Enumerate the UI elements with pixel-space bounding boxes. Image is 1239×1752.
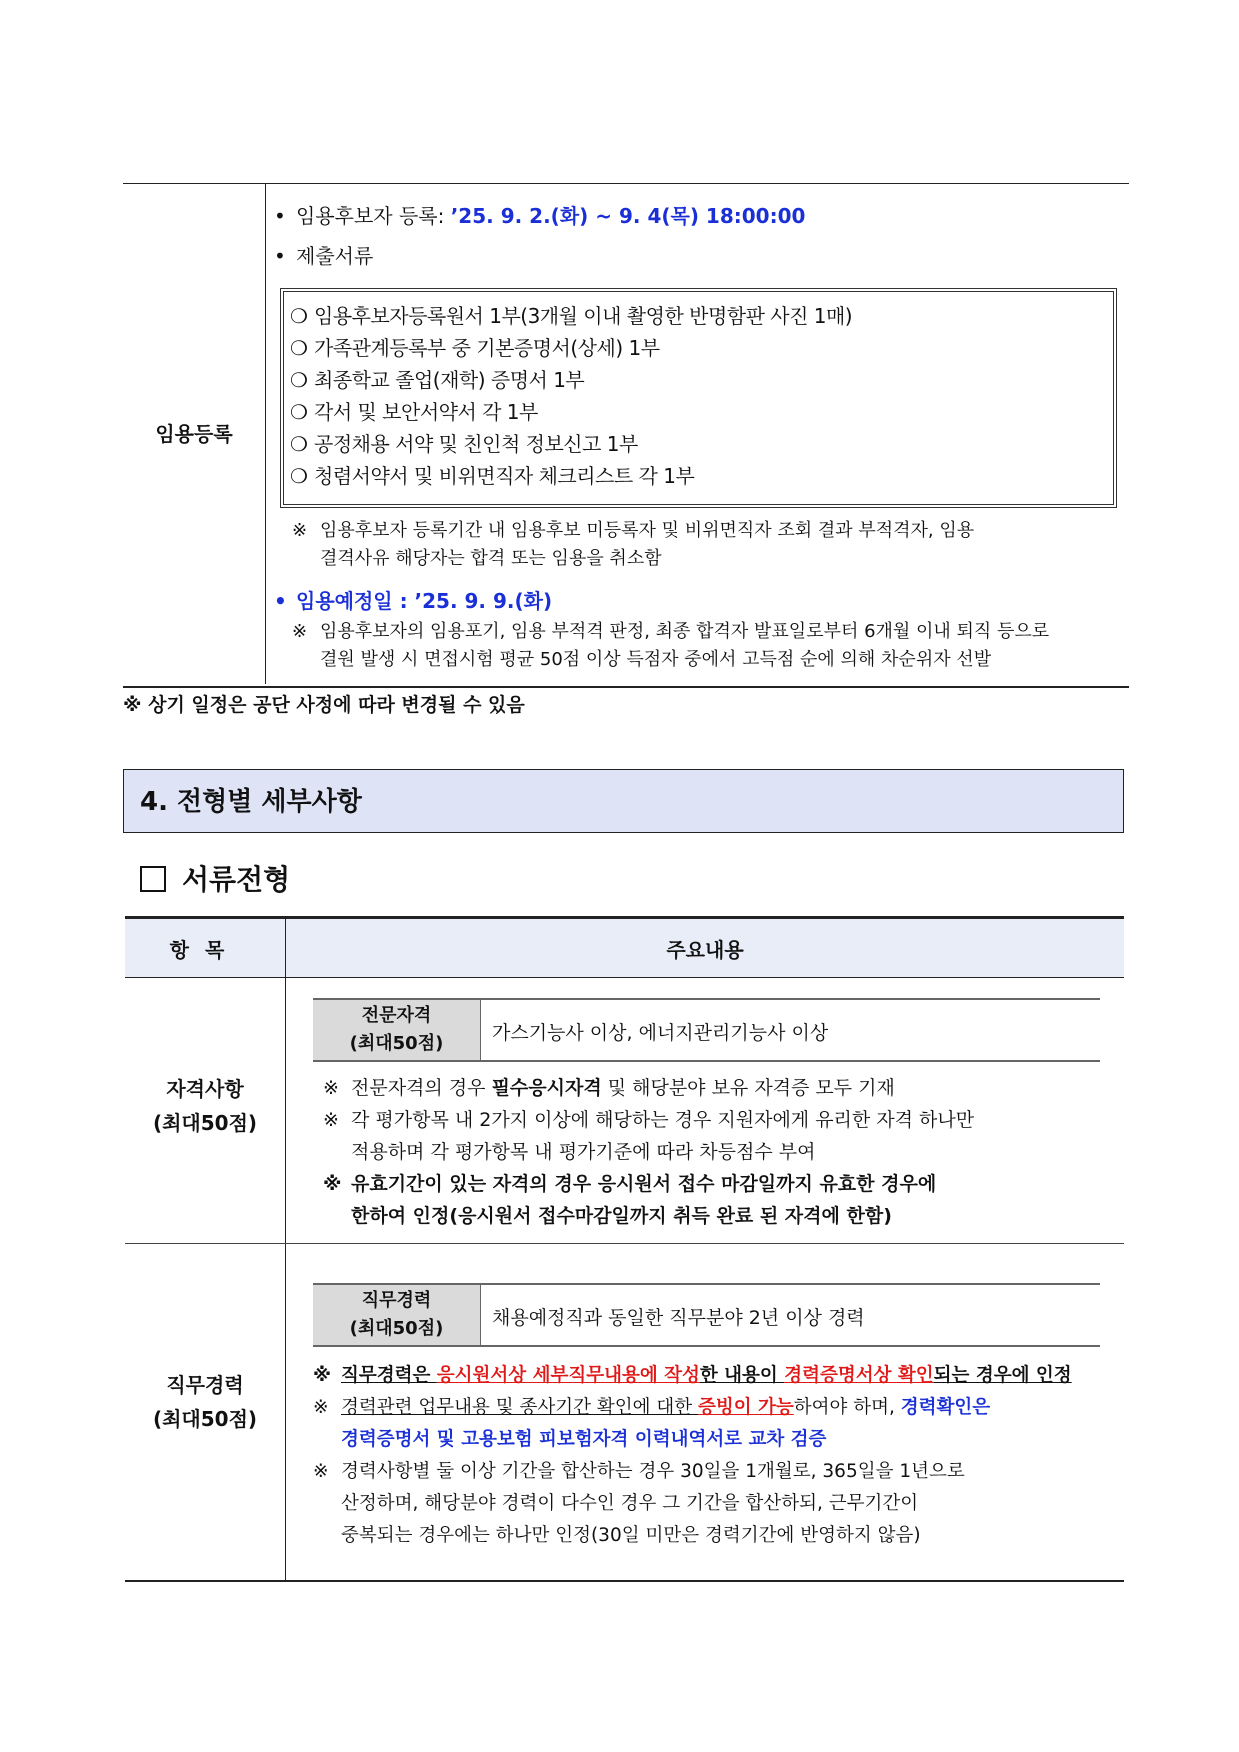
document-item: ❍ 공정채용 서약 및 친인척 정보신고 1부 xyxy=(290,432,638,456)
document-item: ❍ 청렴서약서 및 비위면직자 체크리스트 각 1부 xyxy=(290,464,695,488)
circle-bullet-icon: ❍ xyxy=(290,432,308,456)
table-bottom-border xyxy=(125,1580,1124,1582)
qualification-criteria-label: 전문자격 (최대50점) xyxy=(349,1005,444,1054)
note-mark-icon: ※ xyxy=(323,1077,339,1099)
row-divider xyxy=(125,1243,1124,1244)
table-divider xyxy=(265,184,266,684)
registration-label: 임용등록 xyxy=(155,422,233,446)
subsection-title: 서류전형 xyxy=(182,863,291,896)
bullet-icon: • xyxy=(274,244,286,268)
note-mark-icon: ※ xyxy=(313,1365,331,1386)
bullet-icon: • xyxy=(274,589,287,613)
note-mark-icon: ※ xyxy=(313,1397,329,1418)
bullet-icon: • xyxy=(274,204,286,228)
note-mark-icon: ※ xyxy=(292,520,308,541)
qualification-notes: ※ 전문자격의 경우 필수응시자격 및 해당분야 보유 자격증 모두 기재 ※ 각 평가항목 내 2가지 이상에 해당하는 경우 지원자에게 유리한 자격 하나만 적용하며 각 평가항목 내 평가기준에 따라 차등점수 부여 ※ 유효기간이 있는 자격의 경우 응시원서 접수 마감일까지 유효한 경우에 한하여 인정(응시원서 접수마감일까지 취득 완료 된 자격에 한함) xyxy=(323,1072,974,1232)
note-mark-icon: ※ xyxy=(323,1109,339,1131)
appointment-date: • 임용예정일 : ’25. 9. 9.(화) xyxy=(274,589,553,613)
schedule-note: ※ 상기 일정은 공단 사정에 따라 변경될 수 있음 xyxy=(123,694,525,716)
experience-criteria-label: 직무경력 (최대50점) xyxy=(349,1290,444,1339)
document-item: ❍ 임용후보자등록원서 1부(3개월 이내 촬영한 반명함판 사진 1매) xyxy=(290,304,853,328)
experience-criteria-value: 채용예정직과 동일한 직무분야 2년 이상 경력 xyxy=(492,1307,865,1329)
column-header-item: 항목 xyxy=(169,938,241,962)
circle-bullet-icon: ❍ xyxy=(290,336,308,360)
circle-bullet-icon: ❍ xyxy=(290,464,308,488)
qualification-criteria-value: 가스기능사 이상, 에너지관리기능사 이상 xyxy=(492,1022,829,1044)
note-mark-icon: ※ xyxy=(323,1173,342,1195)
document-item: ❍ 최종학교 졸업(재학) 증명서 1부 xyxy=(290,368,585,392)
note-mark-icon: ※ xyxy=(313,1461,329,1482)
document-item: ❍ 가족관계등록부 중 기본증명서(상세) 1부 xyxy=(290,336,660,360)
note-mark-icon: ※ xyxy=(292,621,308,642)
experience-notes: ※ 직무경력은 응시원서상 세부직무내용에 작성한 내용이 경력증명서상 확인되는 경우에 인정 ※ 경력관련 업무내용 및 종사기간 확인에 대한 증빙이 가능하여야 하며, 경력확인은 경력증명서 및 고용보험 피보험자격 이력내역서로 교차 검증 ※ 경력사항별 둘 이상 기간을 합산하는 경우 30일을 1개월로, 365일을 1년으로 산정하며, 해당분야 경력이 다수인 경우 그 기간을 합산하되, 근무기간이 중복되는 경우에는 하나만 인정(30일 미만은 경력기간에 반영하지 않음) xyxy=(313,1360,1072,1552)
column-header-content: 주요내용 xyxy=(666,938,744,962)
document-item: ❍ 각서 및 보안서약서 각 1부 xyxy=(290,400,538,424)
row-label-experience: 직무경력 (최대50점) xyxy=(152,1373,258,1431)
row-label-qualification: 자격사항 (최대50점) xyxy=(152,1077,258,1135)
documents-heading: • 제출서류 xyxy=(274,244,374,268)
circle-bullet-icon: ❍ xyxy=(290,400,308,424)
section-title: 4. 전형별 세부사항 xyxy=(140,787,362,817)
circle-bullet-icon: ❍ xyxy=(290,368,308,392)
table-divider xyxy=(285,916,286,1581)
registration-period: • 임용후보자 등록: ’25. 9. 2.(화) ~ 9. 4(목) 18:00:00 xyxy=(274,204,806,228)
checkbox-square-icon xyxy=(140,866,166,892)
registration-note-2: ※ 임용후보자의 임용포기, 임용 부적격 판정, 최종 합격자 발표일로부터 6개월 이내 퇴직 등으로 결원 발생 시 면접시험 평균 50점 이상 득점자 중에서 고득점 순에 의해 차순위자 선발 xyxy=(292,618,1049,674)
registration-note-1: ※ 임용후보자 등록기간 내 임용후보 미등록자 및 비위면직자 조회 결과 부적격자, 임용 결격사유 해당자는 합격 또는 임용을 취소함 xyxy=(292,517,974,573)
circle-bullet-icon: ❍ xyxy=(290,304,308,328)
